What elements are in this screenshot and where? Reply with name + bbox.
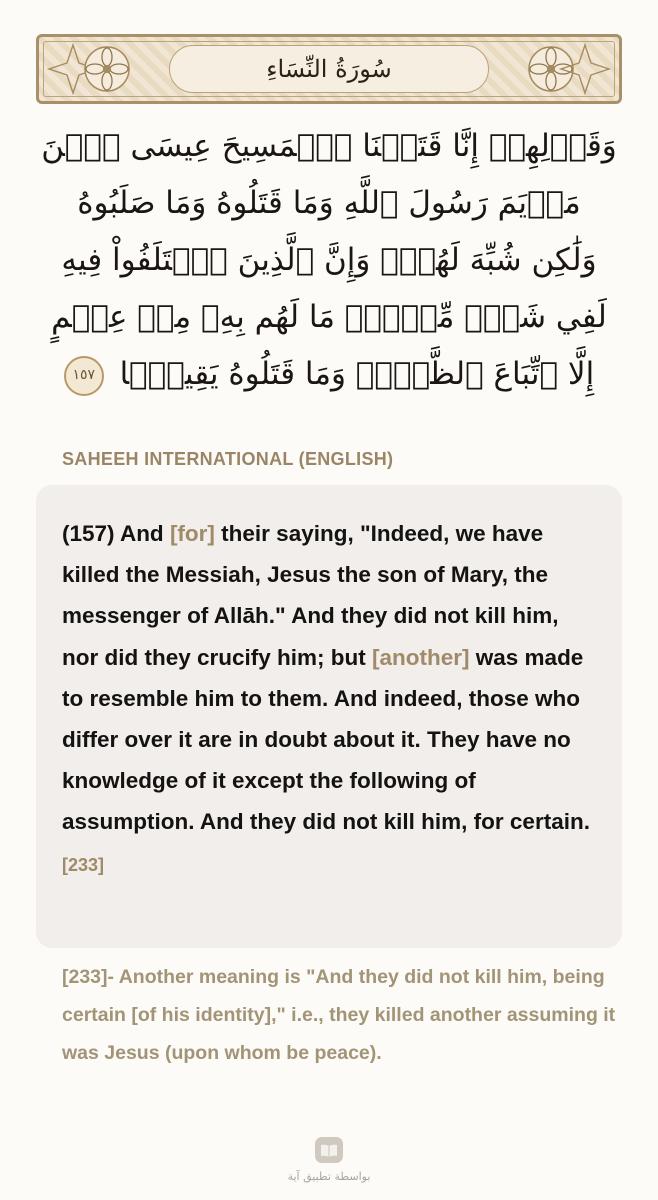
app-logo-icon [310,1132,348,1168]
translation-label: SAHEEH INTERNATIONAL (ENGLISH) [62,449,394,469]
translation-bracket-another: [another] [372,644,470,670]
ayah-text: وَقَوۡلِهِمۡ إِنَّا قَتَلۡنَا ٱلۡمَسِيحَ عِيسَى ٱبۡنَ مَرۡيَمَ رَسُولَ ٱللَّهِ وَمَا قَتَلُوهُ وَمَا صَلَبُوهُ وَلَٰكِن شُبِّهَ لَهُمۡۚ وَإِنَّ ٱلَّذِينَ ٱخۡتَلَفُواْ فِيهِ لَفِي شَكّٖ مِّنۡهُۚ مَا لَهُم بِهِۦ مِنۡ عِلۡمٍ إِلَّا ٱتِّبَاعَ ٱلظَّنِّۚ وَمَا قَتَلُوهُ يَقِينَۢا [41,128,617,392]
translation-segment-3: was made to resemble him to them. And indeed, those who differ over it are in doubt about it. They have no knowledge of it except the following of assumption. And they did not kill him, for certain. [62,644,590,835]
translation-bracket-for: [for] [169,521,215,546]
app-attribution: بواسطة تطبيق آية [287,1170,371,1183]
surah-title: سُورَةُ النِّسَاءِ [169,45,489,93]
ayah-arabic-text [40,118,618,408]
footnote-reference[interactable]: [233] [62,854,105,875]
translation-segment-2: their saying, "Indeed, we have killed the Messiah, Jesus the son of Mary, the messenger of Allāh." And they did not kill him, nor did they crucify him; but [62,521,559,670]
surah-header-frame [36,34,622,104]
ayah-number-marker: ١٥٧ [64,356,104,396]
ornament-pattern-right [553,39,617,99]
footnote-text: [233]- Another meaning is "And they did not kill him, being certain [of his identity]," i.e., they killed another assuming it was Jesus (upon whom be peace). [62,966,616,1064]
translation-text [62,513,596,886]
floral-medallion-left [75,39,139,99]
translation-segment-1: (157) And [62,521,170,546]
translation-card [36,485,622,948]
